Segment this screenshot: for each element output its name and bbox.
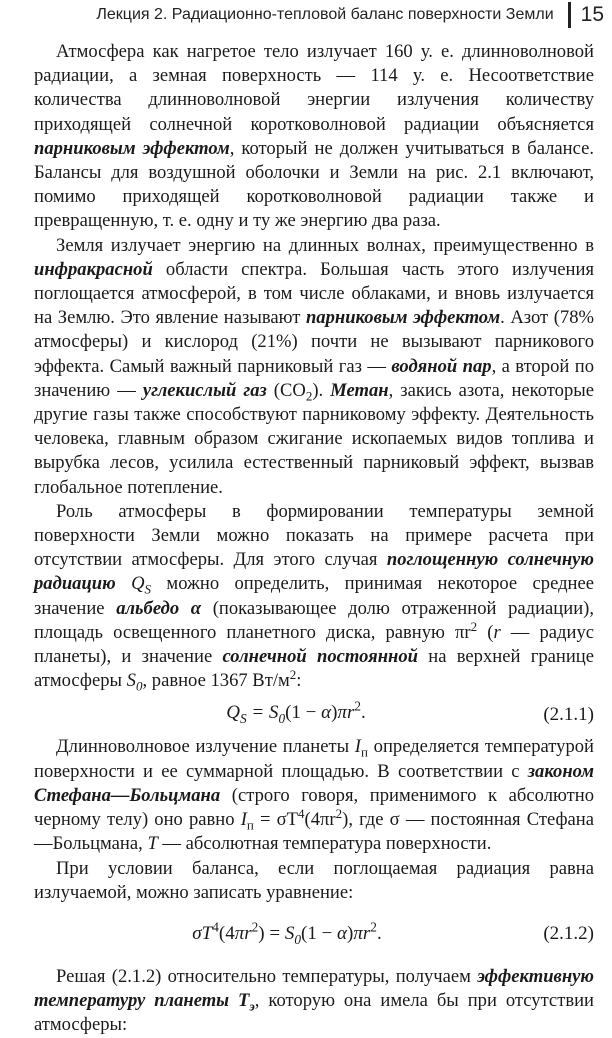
paragraph-4: Длинноволновое излучение планеты $I_п$ определяется температурой поверхности и ее суммарной площадью. В соответствии с законом Стефана—Больцмана (строго говоря, применимого к абсолютно черному телу) оно равно $I_п = \sigma T^4(4\pi r^2)$, где σ — постоянная Стефана—Больцмана, T — абсолютная температура поверхности. bbox=[34, 736, 594, 855]
paragraph-2: Земля излучает энергию на длинных волнах, преимущественно в инфракрасной области спектра. Большая часть этого излучения поглощается атмосферой, в том числе облаками, и вновь излучается на Землю. Это явление называют парниковым эффектом. Азот (78% атмосферы) и кислород (21%) почти не вызывают парникового эффекта. Самый важный парниковый газ — водяной пар, а второй по значению — углекислый газ $(CO_2)$. Метан, закись азота, некоторые другие газы также способствуют парниковому эффекту. Деятельность человека, главным образом сжигание ископаемых видов топлива и вырубка лесов, усилила естественный парниковый эффект, вызвав глобальное потепление. bbox=[34, 234, 595, 498]
term-carbon-dioxide: углекислый газ bbox=[142, 379, 267, 401]
paragraph-6: Решая (2.1.2) относительно температуры, получаем эффективную температуру планеты $T_э$, которую она имела бы при отсутствии атмосферы: bbox=[34, 965, 594, 1036]
equation-2-1-1 bbox=[34, 693, 594, 735]
term-solar-constant: солнечной постоянной bbox=[222, 646, 418, 668]
term-albedo: альбедо α bbox=[116, 597, 202, 619]
paragraph-5: При условии баланса, если поглощаемая радиация равна излучаемой, можно записать уравнение: bbox=[34, 857, 594, 903]
header-separator bbox=[568, 2, 571, 28]
term-water-vapor: водяной пар bbox=[391, 355, 492, 377]
term-effective-temperature: эффективную температуру планеты T bbox=[34, 965, 594, 1012]
equation-2-1-1-formula: $Q_S = S_0(1 - \alpha)\pi r^2$. bbox=[226, 699, 366, 727]
running-header-title: Лекция 2. Радиационно-тепловой баланс поверхности Земли bbox=[96, 6, 554, 23]
term-methane: Метан bbox=[330, 379, 389, 401]
equation-2-1-2 bbox=[34, 905, 594, 965]
term-greenhouse-effect: парниковым эффектом bbox=[305, 307, 501, 329]
term-stefan-boltzmann-law: законом Стефана—Больцмана bbox=[34, 760, 594, 806]
paragraph-1: Атмосфера как нагретое тело излучает 160 у. е. длинноволновой радиации, а земная поверхность — 114 у. е. Несоответствие количества длинноволновой энергии излучения количеству приходящей солнечной коротковолновой радиации объясняется парниковым эффектом, который не должен учитываться в балансе. Балансы для воздушной оболочки и Земли на рис. 2.1 включают, помимо приходящей коротковолновой радиации также и превращенную, т. е. одну и ту же энергию два раза. bbox=[34, 41, 594, 232]
equation-2-1-1-number: (2.1.1) bbox=[543, 704, 594, 726]
equation-2-1-2-number: (2.1.2) bbox=[543, 922, 594, 944]
running-header bbox=[36, 0, 604, 30]
paragraph-3: Роль атмосферы в формировании температуры земной поверхности Земли можно показать на примере расчета при отсутствии атмосферы. Для этого случая поглощенную солнечную радиацию $Q_S$ можно определить, принимая некоторое среднее значение альбедо α (показывающее долю отраженной радиации), площадь освещенного планетного диска, равную $\pi r^2$ (r — радиус планеты), и значение солнечной постоянной на верхней границе атмосферы $S_0$, равное 1367 $Вт/м^2$: bbox=[34, 500, 595, 694]
equation-2-1-2-formula: $\sigma T^4(4\pi r^2) = S_0(1 - \alpha)\pi r^2$. bbox=[192, 919, 382, 947]
term-infrared: инфракрасной bbox=[34, 258, 153, 280]
page-number: 15 bbox=[580, 3, 604, 26]
term-absorbed-radiation: поглощенную солнечную радиацию bbox=[34, 549, 594, 595]
page-body bbox=[34, 40, 594, 1038]
term-greenhouse-effect: парниковым эффектом bbox=[34, 137, 230, 159]
